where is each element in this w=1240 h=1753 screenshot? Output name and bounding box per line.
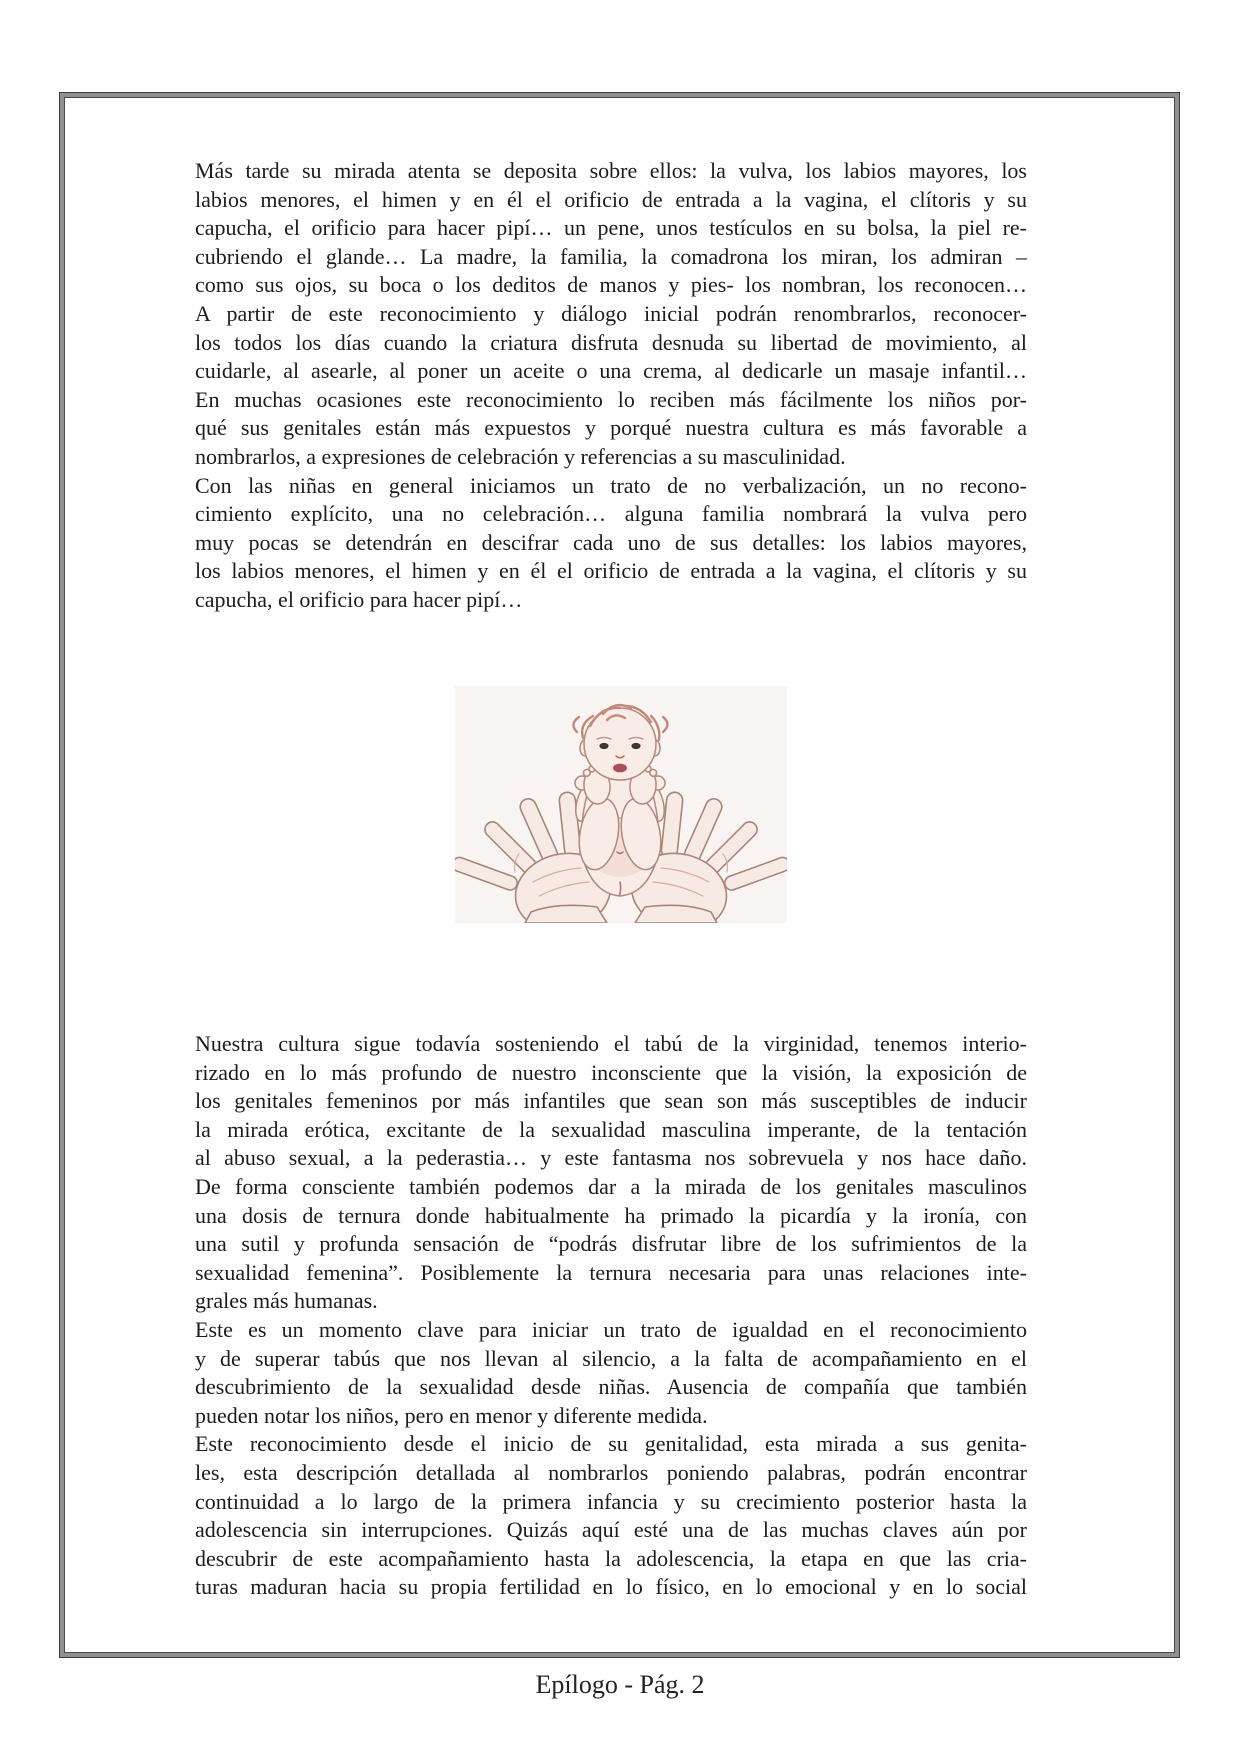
text-line: Nuestra cultura sigue todavía sosteniendo el tabú de la virginidad, tenemos interio- xyxy=(195,1031,1027,1056)
text-line: descubrimiento de la sexualidad desde niñas. Ausencia de compañía que también xyxy=(195,1374,1027,1400)
text-line: Más tarde su mirada atenta se deposita sobre ellos: la vulva, los labios mayores, los xyxy=(195,158,1027,183)
baby-right-eye xyxy=(631,743,640,749)
text-line: la mirada erótica, excitante de la sexualidad masculina imperante, de la tentación xyxy=(195,1116,1027,1142)
text-line: los todos los días cuando la criatura disfruta desnuda su libertad de movimiento, al xyxy=(195,329,1027,355)
text-line: cuidarle, al asearle, al poner un aceite o una crema, al dedicarle un masaje infantil… xyxy=(195,358,1027,384)
text-line: descubrir de este acompañamiento hasta la adolescencia, la etapa en que las cria- xyxy=(195,1545,1027,1571)
text-line: y de superar tabús que nos llevan al silencio, a la falta de acompañamiento en el xyxy=(195,1345,1027,1371)
baby-in-hands-illustration xyxy=(455,686,787,923)
text-line: los labios menores, el himen y en él el orificio de entrada a la vagina, el clítoris y su xyxy=(195,558,1027,584)
text-line: En muchas ocasiones este reconocimiento lo reciben más fácilmente los niños por- xyxy=(195,386,1027,412)
text-line: continuidad a lo largo de la primera infancia y su crecimiento posterior hasta la xyxy=(195,1488,1027,1514)
text-line: pueden notar los niños, pero en menor y diferente medida. xyxy=(195,1402,708,1428)
page-footer: Epílogo - Pág. 2 xyxy=(535,1670,705,1699)
text-line: una dosis de ternura donde habitualmente ha primado la picardía y la ironía, con xyxy=(195,1202,1027,1228)
text-line: nombrarlos, a expresiones de celebración y referencias a su masculinidad. xyxy=(195,443,846,469)
text-line: Este reconocimiento desde el inicio de su genitalidad, esta mirada a sus genita- xyxy=(195,1431,1027,1457)
baby-mouth xyxy=(613,764,627,773)
text-line: qué sus genitales están más expuestos y porqué nuestra cultura es más favorable a xyxy=(195,415,1027,441)
paragraph-block-1 xyxy=(195,157,1027,615)
text-line: Con las niñas en general iniciamos un trato de no verbalización, un no recono- xyxy=(195,472,1027,498)
baby-figure xyxy=(572,705,668,896)
text-line: A partir de este reconocimiento y diálogo inicial podrán renombrarlos, reconocer- xyxy=(195,300,1027,326)
text-line: capucha, el orificio para hacer pipí… xyxy=(195,586,523,612)
text-line: al abuso sexual, a la pederastia… y este fantasma nos sobrevuela y nos hace daño. xyxy=(195,1145,1027,1171)
text-line: capucha, el orificio para hacer pipí… un pene, unos testículos en su bolsa, la piel re- xyxy=(195,215,1027,241)
text-line: labios menores, el himen y en él el orificio de entrada a la vagina, el clítoris y su xyxy=(195,186,1027,212)
text-line: sexualidad femenina”. Posiblemente la ternura necesaria para unas relaciones inte- xyxy=(195,1259,1027,1285)
text-line: grales más humanas. xyxy=(195,1288,378,1314)
text-line: los genitales femeninos por más infantiles que sean son más susceptibles de inducir xyxy=(195,1088,1027,1114)
text-line: cimiento explícito, una no celebración… alguna familia nombrará la vulva pero xyxy=(195,501,1027,527)
text-line: cubriendo el glande… La madre, la familia, la comadrona los miran, los admiran – xyxy=(195,243,1027,269)
text-line: adolescencia sin interrupciones. Quizás aquí esté una de las muchas claves aún por xyxy=(195,1517,1027,1543)
text-line: Este es un momento clave para iniciar un trato de igualdad en el reconocimiento xyxy=(195,1316,1027,1342)
text-line: De forma consciente también podemos dar a la mirada de los genitales masculinos xyxy=(195,1173,1027,1199)
baby-left-eye xyxy=(599,743,608,749)
page-border-frame xyxy=(59,92,1180,1658)
text-line: turas maduran hacia su propia fertilidad en lo físico, en lo emocional y en lo social xyxy=(195,1574,1027,1600)
text-line: muy pocas se detendrán en descifrar cada uno de sus detalles: los labios mayores, xyxy=(195,529,1027,555)
text-line: como sus ojos, su boca o los deditos de manos y pies- los nombran, los reconocen… xyxy=(195,272,1027,298)
paragraph-block-2 xyxy=(195,1030,1027,1602)
text-line: rizado en lo más profundo de nuestro inconsciente que la visión, la exposición de xyxy=(195,1059,1027,1085)
text-line: les, esta descripción detallada al nombrarlos poniendo palabras, podrán encontrar xyxy=(195,1459,1027,1485)
text-line: una sutil y profunda sensación de “podrás disfrutar libre de los sufrimientos de la xyxy=(195,1231,1027,1257)
